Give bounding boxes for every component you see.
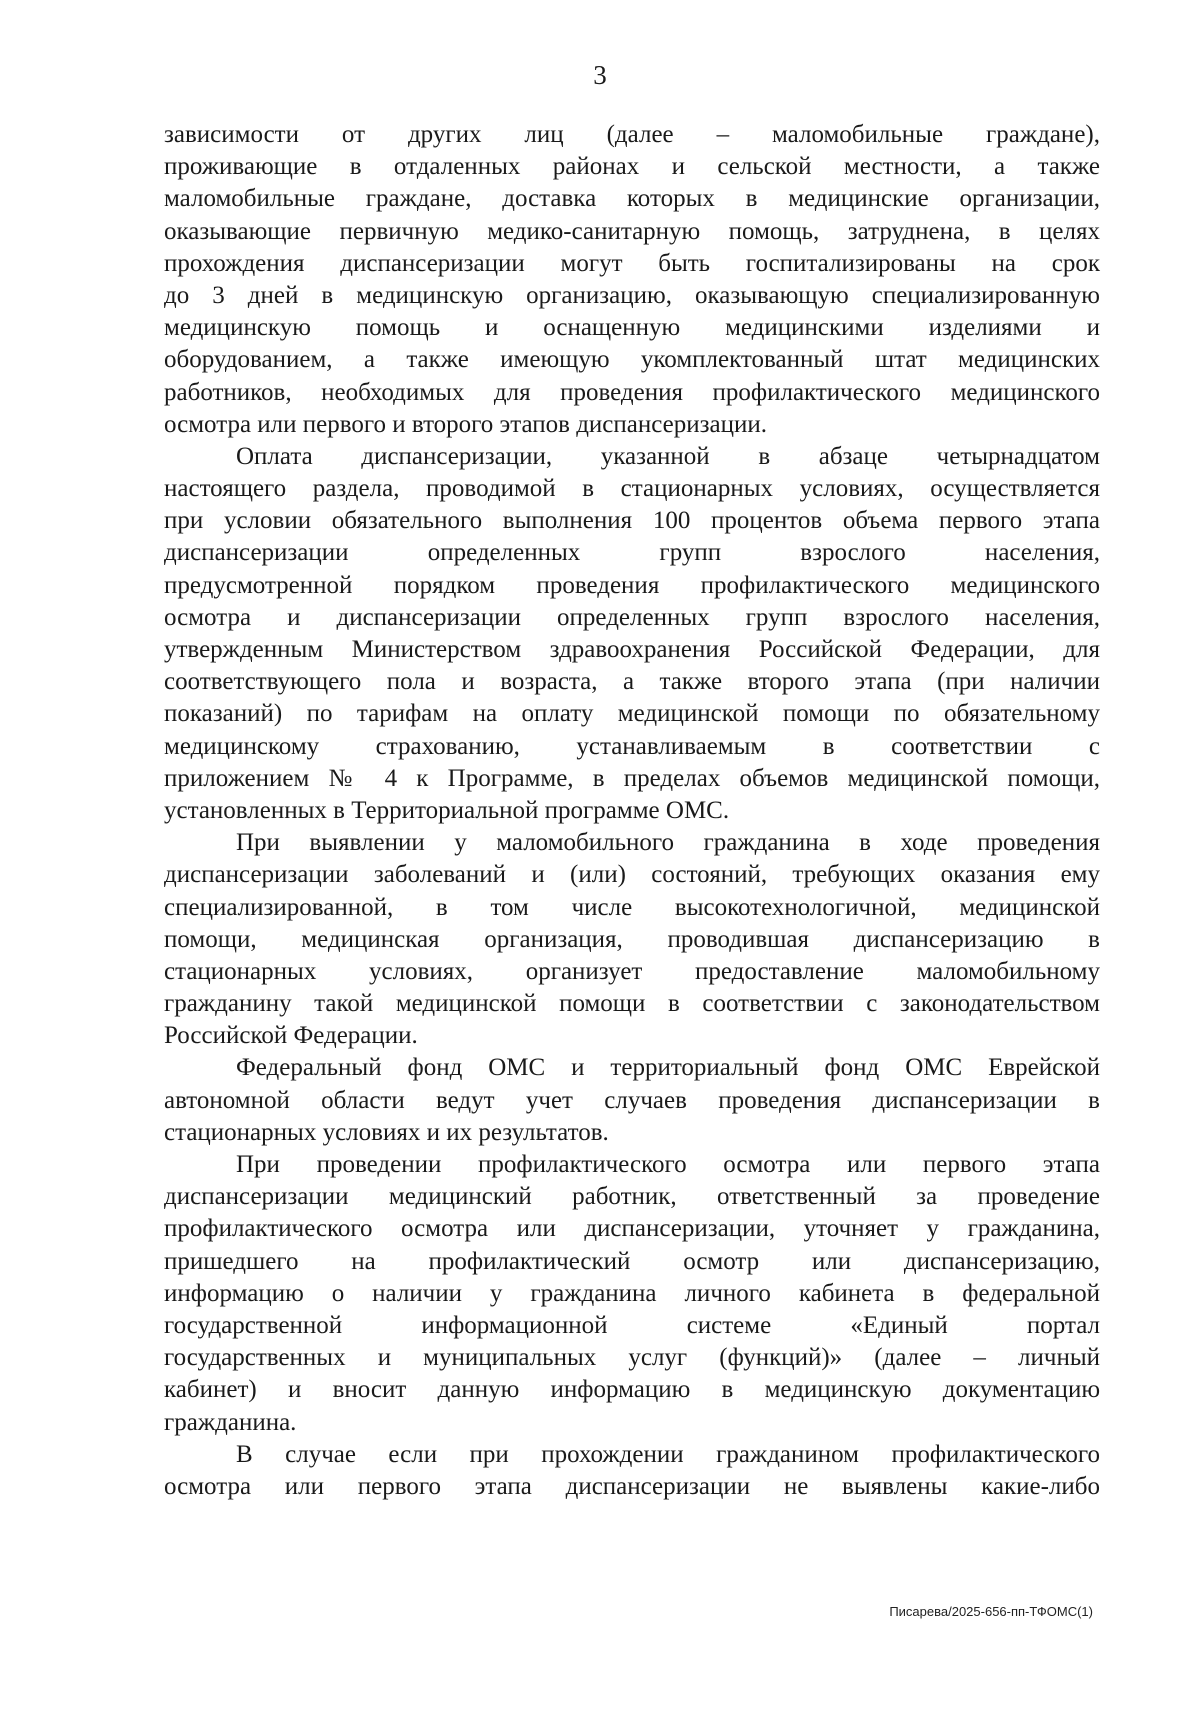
paragraph-first-line: Оплата диспансеризации, указанной в абзаце четырнадцатом	[236, 442, 1100, 470]
text-line: помощи, медицинская организация, проводившая диспансеризацию в	[164, 925, 1100, 953]
document-registration-mark: Писарева/2025-656-пп-ТФОМС(1)	[889, 1604, 1093, 1619]
text-line: оборудованием, а также имеющую укомплектованный штат медицинских	[164, 346, 1100, 374]
paragraph-first-line: При проведении профилактического осмотра или первого этапа	[236, 1151, 1100, 1178]
text-line: маломобильные граждане, доставка которых в медицинские организации,	[164, 185, 1100, 213]
text-line: установленных в Территориальной программе ОМС.	[164, 796, 730, 824]
paragraph-first-line: Федеральный фонд ОМС и территориальный фонд ОМС Еврейской	[236, 1054, 1100, 1082]
text-line: профилактического осмотра или диспансеризации, уточняет у гражданина,	[164, 1215, 1100, 1243]
text-line: диспансеризации заболеваний и (или) состояний, требующих оказания ему	[164, 861, 1100, 889]
text-line: показаний) по тарифам на оплату медицинской помощи по обязательному	[164, 700, 1100, 728]
text-line: государственных и муниципальных услуг (функций)» (далее – личный	[164, 1344, 1100, 1372]
text-line: работников, необходимых для проведения профилактического медицинского	[164, 378, 1100, 406]
text-line: информацию о наличии у гражданина личного кабинета в федеральной	[164, 1279, 1100, 1307]
text-line: диспансеризации определенных групп взрослого населения,	[164, 539, 1100, 567]
text-line: гражданину такой медицинской помощи в соответствии с законодательством	[164, 990, 1100, 1018]
text-line: оказывающие первичную медико-санитарную помощь, затруднена, в целях	[164, 217, 1100, 245]
paragraph-first-line: При выявлении у маломобильного гражданина в ходе проведения	[236, 829, 1100, 857]
text-line: зависимости от других лиц (далее – маломобильные граждане),	[164, 121, 1100, 148]
text-line: осмотра или первого этапа диспансеризации не выявлены какие-либо	[164, 1472, 1100, 1500]
text-line: утвержденным Министерством здравоохранения Российской Федерации, для	[164, 636, 1100, 663]
text-line: медицинскую помощь и оснащенную медицинскими изделиями и	[164, 314, 1100, 342]
text-line: гражданина.	[164, 1408, 297, 1436]
text-line: стационарных условиях и их результатов.	[164, 1118, 609, 1146]
text-line: соответствующего пола и возраста, а также второго этапа (при наличии	[164, 668, 1100, 696]
text-line: автономной области ведут учет случаев проведения диспансеризации в	[164, 1086, 1100, 1114]
text-line: прохождения диспансеризации могут быть госпитализированы на срок	[164, 249, 1100, 277]
text-line: Российской Федерации.	[164, 1022, 418, 1050]
document-body	[164, 119, 1100, 1503]
text-line: стационарных условиях, организует предоставление маломобильному	[164, 957, 1100, 985]
text-line: до 3 дней в медицинскую организацию, оказывающую специализированную	[164, 281, 1100, 309]
text-line: при условии обязательного выполнения 100 процентов объема первого этапа	[164, 507, 1100, 535]
text-line: специализированной, в том числе высокотехнологичной, медицинской	[164, 893, 1100, 921]
text-line: предусмотренной порядком проведения профилактического медицинского	[164, 571, 1100, 599]
text-line: медицинскому страхованию, устанавливаемым в соответствии с	[164, 732, 1100, 760]
text-line: настоящего раздела, проводимой в стационарных условиях, осуществляется	[164, 475, 1100, 503]
text-line: осмотра или первого и второго этапов диспансеризации.	[164, 410, 767, 438]
text-line: осмотра и диспансеризации определенных групп взрослого населения,	[164, 603, 1100, 631]
paragraph-first-line: В случае если при прохождении гражданином профилактического	[236, 1440, 1100, 1468]
text-line: государственной информационной системе «Единый портал	[164, 1311, 1100, 1339]
text-line: приложением № 4 к Программе, в пределах объемов медицинской помощи,	[164, 764, 1100, 792]
text-line: пришедшего на профилактический осмотр или диспансеризацию,	[164, 1247, 1100, 1275]
page-number: 3	[593, 60, 607, 90]
text-line: кабинет) и вносит данную информацию в медицинскую документацию	[164, 1376, 1100, 1404]
text-line: диспансеризации медицинский работник, ответственный за проведение	[164, 1183, 1100, 1211]
text-line: проживающие в отдаленных районах и сельской местности, а также	[164, 153, 1100, 181]
